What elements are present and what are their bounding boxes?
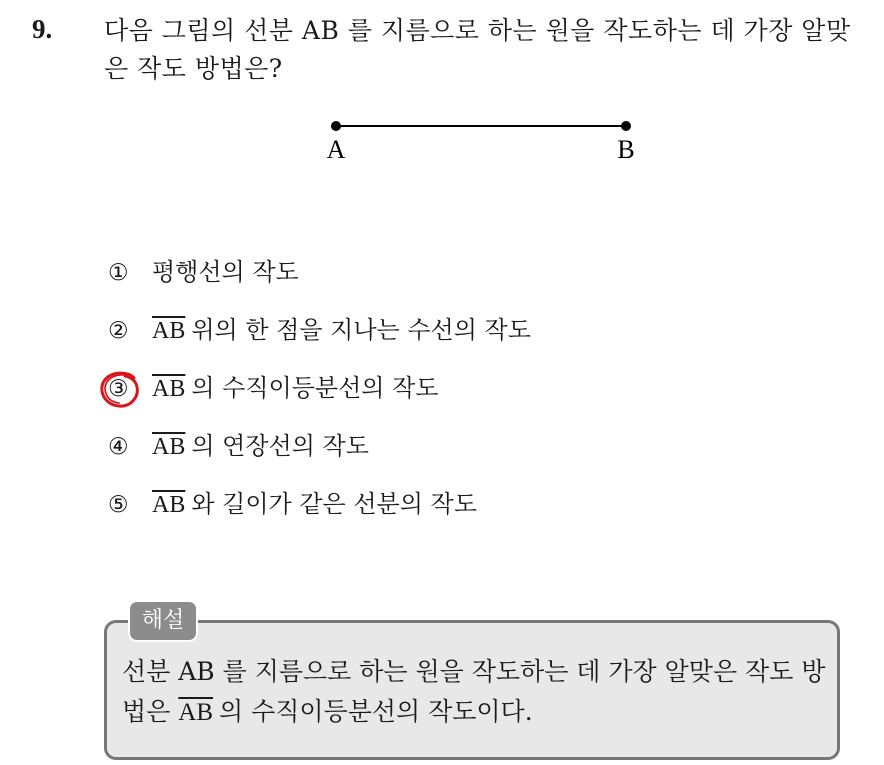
segment-ab-overline: $\overline{AB}$: [152, 376, 186, 402]
line-segment-figure: [316, 108, 656, 178]
choice-3[interactable]: [108, 368, 531, 426]
choice-number: ①: [108, 260, 129, 286]
explanation-tag: 해설: [128, 600, 198, 642]
choice-number: ②: [108, 318, 129, 344]
point-b-label: B: [617, 135, 635, 164]
choice-1[interactable]: [108, 252, 531, 310]
choice-number: ④: [108, 434, 129, 460]
choice-number: ③: [108, 376, 129, 402]
segment-ab-overline: $\overline{AB}$: [152, 492, 186, 518]
choice-number: ⑤: [108, 492, 129, 518]
choice-text: 의 연장선의 작도: [191, 432, 369, 460]
segment-ab-overline: $\overline{AB}$: [152, 318, 186, 344]
segment-ab-overline: $\overline{AB}$: [178, 699, 213, 726]
point-b-dot: [621, 121, 631, 131]
point-a-dot: [331, 121, 341, 131]
choice-text: 평행선의 작도: [152, 258, 299, 286]
choice-text: 위의 한 점을 지나는 수선의 작도: [191, 316, 531, 344]
segment-ab-overline: $\overline{AB}$: [152, 434, 186, 460]
choice-2[interactable]: [108, 310, 531, 368]
choice-text: 의 수직이등분선의 작도: [191, 374, 439, 402]
question-text: 다음 그림의 선분 AB 를 지름으로 하는 원을 작도하는 데 가장 알맞은 작도 방법은?: [104, 16, 851, 83]
point-a-label: A: [326, 135, 346, 164]
choice-text: 와 길이가 같은 선분의 작도: [191, 490, 477, 518]
explanation-text-before: 선분 AB 를 지름으로 하는 원을 작도하는 데 가장 알맞은 작도 방법은: [122, 657, 826, 726]
explanation-text-after: 의 수직이등분선의 작도이다.: [219, 697, 533, 726]
choice-4[interactable]: [108, 426, 531, 484]
explanation-text: [122, 652, 827, 733]
choice-list: [108, 252, 531, 542]
choice-5[interactable]: [108, 484, 531, 542]
question-number: 9.: [32, 14, 53, 44]
